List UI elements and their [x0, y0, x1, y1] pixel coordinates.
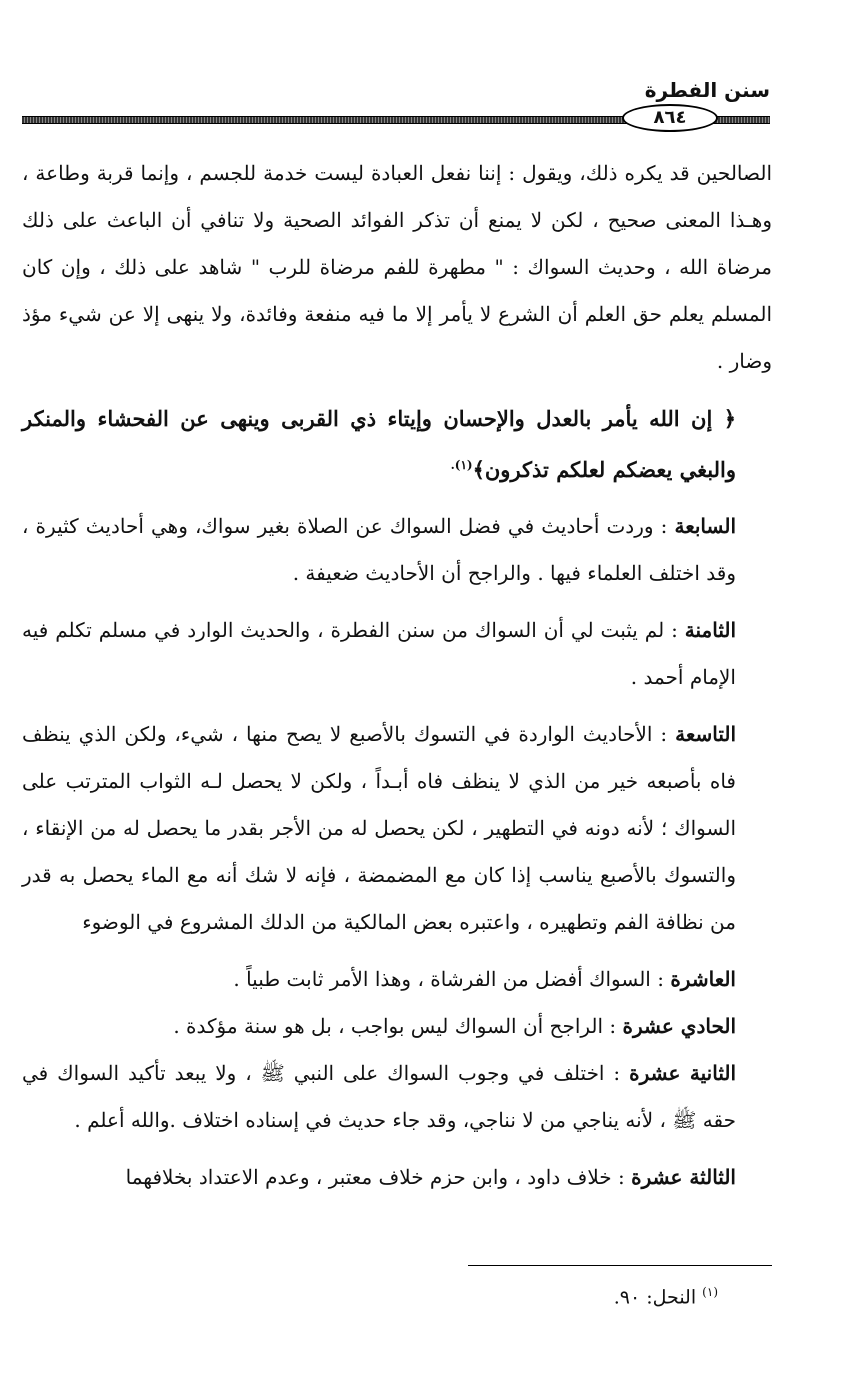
page-number: ٨٦٤	[622, 104, 718, 132]
paragraph-eighth	[22, 607, 772, 701]
page-header	[22, 72, 770, 132]
point-text: : الأحاديث الواردة في التسوك بالأصبع لا يصح منها ، شيء، ولكن الذي ينظف فاه بأصبعه خير من الذي لا ينظف فاه أبـداً ، ولكن لا يحصل لـه الثواب المترتب على السواك ؛ لأنه دونه في التطهير ، لكن يحصل له من الأجر بقدر ما يحصل له من الإنقاء ، والتسوك بالأصبع يناسب إذا كان مع المضمضة ، فإنه لا شك أنه مع الماء يحصل به قدر من نظافة الفم وتطهيره ، واعتبره بعض المالكية من الدلك المشروع في الوضوء	[22, 722, 736, 934]
paragraph-eleventh	[22, 1003, 772, 1050]
footnote-text: النحل: ٩٠.	[613, 1286, 697, 1309]
point-text: : وردت أحاديث في فضل السواك عن الصلاة بغير سواك، وهي أحاديث كثيرة ، وقد اختلف العلماء فيها . والراجح أن الأحاديث ضعيفة .	[22, 514, 736, 585]
point-text: : الراجح أن السواك ليس بواجب ، بل هو سنة مؤكدة .	[173, 1014, 617, 1038]
body-text	[22, 150, 772, 1201]
running-title: سنن الفطرة	[644, 78, 770, 102]
footnote-rule	[468, 1265, 772, 1266]
footnote-mark: (١)	[702, 1285, 718, 1299]
point-text: : السواك أفضل من الفرشاة ، وهذا الأمر ثابت طبياً .	[233, 967, 664, 991]
point-label: السابعة	[674, 514, 737, 538]
paragraph-seventh	[22, 503, 772, 597]
paragraph-tenth	[22, 956, 772, 1003]
footnote-ref: (١).	[450, 458, 473, 472]
point-text: : اختلف في وجوب السواك على النبي ﷺ ، ولا يبعد تأكيد السواك في حقه ﷺ ، لأنه يناجي من لا نناجي، وقد جاء حديث في إسناده اختلاف .والله أعلم .	[22, 1061, 736, 1132]
quran-verse	[22, 395, 772, 493]
point-label: الثامنة	[684, 618, 736, 642]
paragraph-thirteenth	[22, 1154, 772, 1201]
paragraph-ninth	[22, 711, 772, 946]
point-label: العاشرة	[670, 967, 736, 991]
paragraph: الصالحين قد يكره ذلك، ويقول : إننا نفعل العبادة ليست خدمة للجسم ، وإنما قربة وطاعة ، وهـذا المعنى صحيح ، لكن لا يمنع أن تذكر الفوائد الصحية ولا تنافي أن الباعث على ذلك مرضاة الله ، وحديث السواك : " مطهرة للفم مرضاة للرب " شاهد على ذلك ، وإن كان المسلم يعلم حق العلم أن الشرع لا يأمر إلا ما فيه منفعة وفائدة، ولا ينهى إلا عن شيء مؤذ وضار .	[22, 161, 772, 373]
point-label: الحادي عشرة	[622, 1014, 736, 1038]
point-text: : لم يثبت لي أن السواك من سنن الفطرة ، والحديث الوارد في مسلم تكلم فيه الإمام أحمد .	[22, 618, 736, 689]
point-label: التاسعة	[675, 722, 737, 746]
verse-text: ﴿ إن الله يأمر بالعدل والإحسان وإيتاء ذي القربى وينهى عن الفحشاء والمنكر والبغي يعضكم لعلكم تذكرون﴾	[22, 406, 736, 482]
paragraph-twelfth	[22, 1050, 772, 1144]
point-label: الثانية عشرة	[629, 1061, 737, 1085]
point-text: : خلاف داود ، وابن حزم خلاف معتبر ، وعدم الاعتداد بخلافهما	[125, 1165, 625, 1189]
footnote	[614, 1272, 718, 1317]
point-label: الثالثة عشرة	[631, 1165, 736, 1189]
